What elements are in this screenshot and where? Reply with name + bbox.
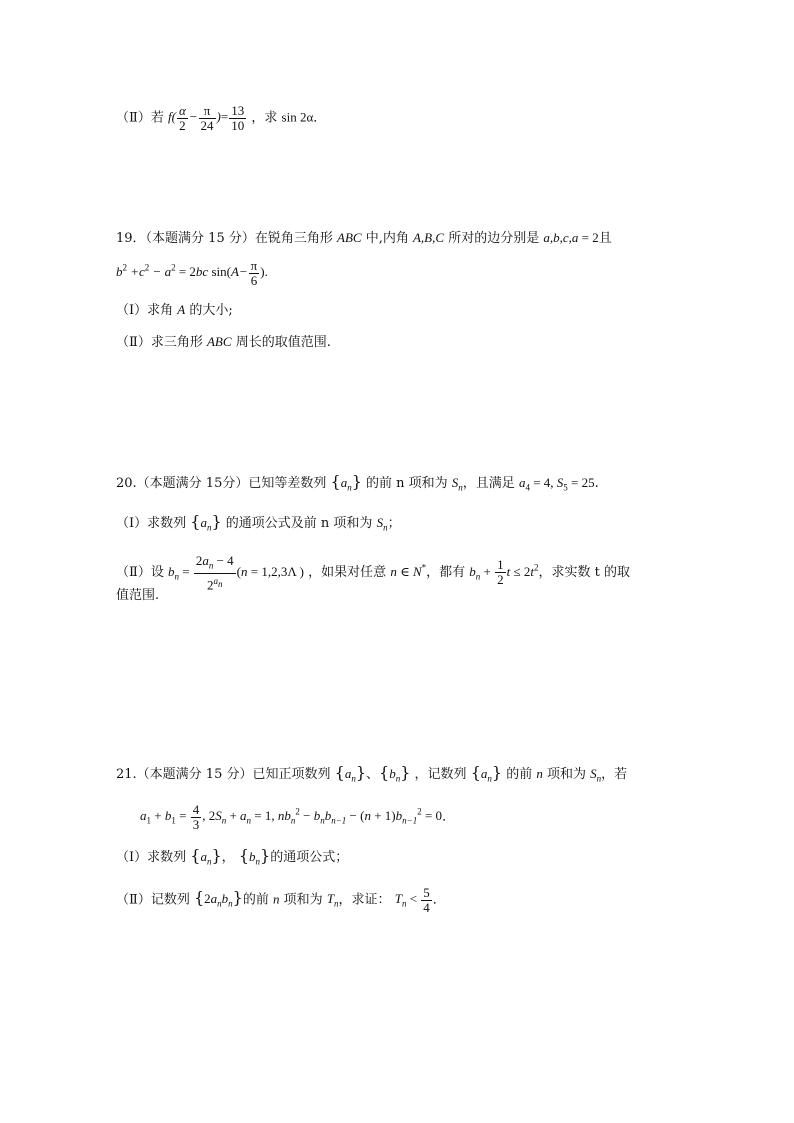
q21-n-2: n [273, 891, 280, 907]
q20-seq-an-2: $\{a_n\}$ [190, 512, 222, 533]
q19-intro-mid2: 所对的边分别是 [448, 231, 540, 246]
q19-part2-a: （Ⅱ）求三角形 [116, 335, 203, 350]
q21-header: 21.（本题满分 15 分）已知正项数列 [116, 767, 331, 782]
q20-part1-line [116, 512, 401, 538]
q20-n-in-nstar: n ∈ N* [390, 562, 427, 579]
q20-part2-b: ，如果对任意 [308, 564, 387, 580]
q21-sn: $S_n$ [590, 766, 602, 784]
q20-part2-cont: 值范围. [116, 588, 160, 603]
q18-part2-line [116, 104, 326, 133]
q21-intro-mid3: 项和为 [547, 767, 587, 782]
q21-sep: 、 [366, 767, 380, 782]
q21-part2-line [116, 886, 446, 915]
q20-bn-definition: $b_n$ = $\frac{2a_n - 4}{2^{a_n}}$ (n = 1,2,3Λ ) [167, 553, 305, 592]
q21-condition-line [140, 802, 455, 832]
q19-intro-end: 且 [598, 231, 612, 246]
q21-intro-end: ，若 [601, 767, 628, 782]
q19-part1-line [116, 300, 233, 321]
q20-part2-cont-line [116, 586, 159, 606]
q21-part1-a: （Ⅰ）求数列 [116, 850, 187, 865]
q19-intro-mid: 中,内角 [365, 231, 409, 246]
q19-part2-b: 周长的取值范围. [235, 335, 331, 350]
q21-seq-bn: $\{b_n\}$ [379, 763, 411, 784]
q21-part2-b: 的前 [242, 892, 269, 908]
q19-angles: A,B,C [412, 230, 445, 245]
q20-sn: $S_n$ [451, 475, 463, 493]
q19-sides: a,b,c,a = 2 [543, 230, 599, 245]
q20-part1-a: （Ⅰ）求数列 [116, 516, 187, 531]
q20-intro-end: . [594, 476, 599, 491]
q21-part2-d: ，求证： [338, 892, 391, 908]
q21-n: n [536, 766, 543, 781]
q20-condition-formula: $a_4 = 4$, $S_5 = 25$ [518, 475, 595, 493]
q20-intro-mid2: ，且满足 [462, 476, 515, 491]
q18-part2-label: （Ⅱ）若 [116, 110, 164, 126]
q19-condition-line [116, 258, 268, 288]
q19-triangle-abc: ABC [337, 230, 362, 245]
q18-part2-tail: ，求 [251, 110, 278, 126]
q21-part2-c: 项和为 [283, 892, 323, 908]
q18-part2-end: ． [313, 110, 327, 126]
q18-condition-formula: f( $\frac{\alpha}{2}$ − $\frac{\pi}{24}$ )= $\frac{13}{10}$ [167, 103, 245, 133]
q20-sn-2: $S_n$ [376, 515, 388, 533]
q21-seq-2anbn: $\{2a_nb_n\}$ [193, 888, 243, 910]
q21-seq-an: $\{a_n\}$ [334, 763, 366, 784]
q21-part2-e: ． [432, 892, 446, 908]
q21-seq-bn-2: $\{b_n\}$ [238, 846, 271, 867]
q20-intro-mid: 的前 n 项和为 [366, 476, 448, 491]
q21-seq-an-3: $\{a_n\}$ [190, 846, 222, 867]
q19-part1-b: 的大小; [189, 303, 233, 318]
q21-condition-formula: $a_1 + b_1$ = $\frac{4}{3}$ , $2S_n + a_n = 1$, $nb_n^2 - b_nb_{n-1} - (n + 1)b_{n-1}^2 = 0$ [140, 801, 443, 832]
q19-angle-a: A [177, 302, 186, 317]
q20-header: 20.（本题满分 15分）已知等差数列 [116, 476, 327, 491]
q20-part2-c: ，都有 [426, 564, 466, 580]
q18-part2-target: sin 2α [281, 109, 314, 125]
q20-header-line [116, 472, 599, 498]
q21-part2-a: （Ⅱ）记数列 [116, 892, 190, 908]
q21-bound: $T_n$ < $\frac{5}{4}$ [394, 885, 430, 915]
q20-part1-c: ； [387, 516, 401, 531]
q21-part1-line [116, 846, 348, 872]
q21-part1-b: ， [221, 850, 235, 865]
q20-part1-b: 的通项公式及前 n 项和为 [225, 516, 373, 531]
q21-intro-mid2: 的前 [506, 767, 533, 782]
q20-seq-an: $\{a_n\}$ [330, 472, 362, 493]
q19-condition-formula: $b^2 +c^2 - a^2 = 2bc$ sin(A− $\frac{\pi}{6}$ ). [116, 257, 268, 288]
q21-intro-mid: ，记数列 [414, 767, 467, 782]
q21-seq-an-2: $\{a_n\}$ [470, 763, 503, 784]
q19-triangle-abc-2: ABC [206, 334, 232, 349]
q21-part1-c: 的通项公式； [270, 850, 349, 865]
q19-part1-a: （Ⅰ）求角 [116, 303, 174, 318]
q19-header-line [116, 228, 612, 249]
q20-part2-line [116, 554, 630, 592]
q19-part2-line [116, 332, 331, 353]
q19-header: 19．（本题满分 15 分）在锐角三角形 [116, 231, 333, 246]
q21-tn: $T_n$ [326, 891, 339, 910]
q20-inequality: $b_n$ + $\frac{1}{2}$ $t \le 2t^2$ [469, 557, 539, 588]
q21-header-line [116, 763, 627, 789]
q20-part2-a: （Ⅱ）设 [116, 564, 164, 580]
q21-cond-end: ． [442, 809, 456, 825]
q20-part2-d: ，求实数 t 的取 [538, 564, 631, 580]
